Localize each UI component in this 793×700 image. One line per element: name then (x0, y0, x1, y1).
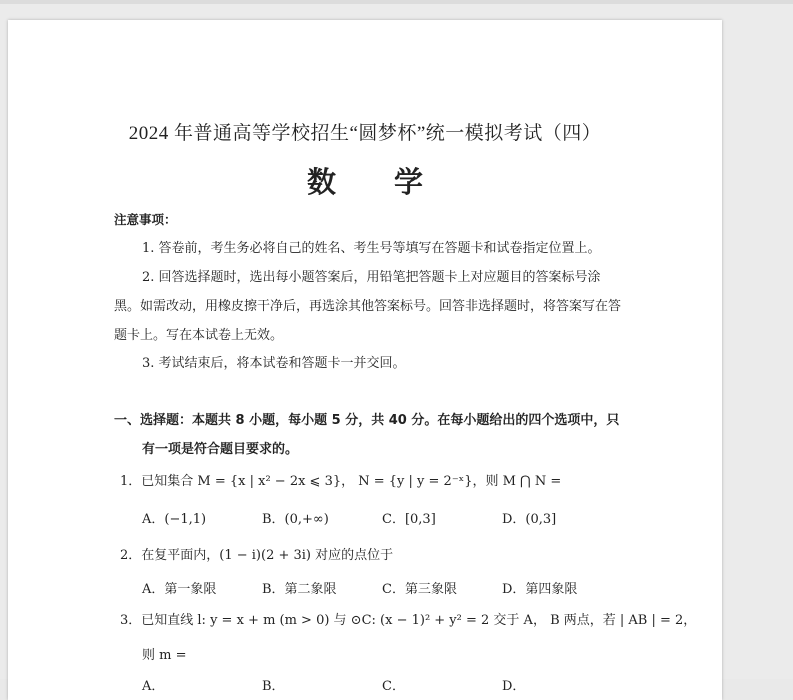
exam-title: 2024 年普通高等学校招生“圆梦杯”统一模拟考试（四） (128, 123, 602, 144)
option-d: D．第四象限 (502, 582, 578, 597)
option-c: C．[0,3] (382, 512, 436, 527)
section-heading (114, 406, 624, 464)
option-a: A．第一象限 (142, 582, 217, 597)
viewer-top-edge (0, 0, 793, 4)
option-a: A． (142, 679, 165, 694)
option-b: B．第二象限 (262, 582, 337, 597)
question-1-options (142, 508, 622, 527)
question-1-stem: 1．已知集合 M = {x | x² − 2x ⩽ 3}， N = {y | y = 2⁻ˣ}，则 M ⋂ N = (120, 474, 562, 489)
section-heading-line-2: 有一项是符合题目要求的。 (142, 442, 299, 457)
notice-item-1: 1. 答卷前，考生务必将自己的姓名、考生号等填写在答题卡和试卷指定位置上。 (142, 241, 601, 256)
option-d: D． (502, 679, 526, 694)
option-b: B．(0,+∞) (262, 512, 329, 527)
option-c: C．第三象限 (382, 582, 457, 597)
option-c: C． (382, 679, 405, 694)
question-3-stem-continued: 则 m = (142, 648, 187, 663)
notice-item-3: 3. 考试结束后，将本试卷和答题卡一并交回。 (142, 356, 406, 371)
option-d: D．(0,3] (502, 512, 557, 527)
document-page (8, 20, 722, 700)
question-3-options (142, 675, 622, 694)
option-a: A．(−1,1) (142, 512, 207, 527)
question-2-stem: 2．在复平面内，(1 − i)(2 + 3i) 对应的点位于 (120, 548, 394, 563)
subject-heading: 数 学 (306, 165, 448, 199)
notice-item-2: 2. 回答选择题时，选出每小题答案后，用铅笔把答题卡上对应题目的答案标号涂黑。如需改动，用橡皮擦干净后，再选涂其他答案标号。回答非选择题时，将答案写在答题卡上。写在本试卷上无效。 (114, 270, 622, 343)
notice-heading: 注意事项： (114, 212, 177, 227)
option-b: B． (262, 679, 285, 694)
section-heading-line-1: 一、选择题：本题共 8 小题，每小题 5 分，共 40 分。在每小题给出的四个选项中，只 (114, 413, 620, 428)
question-2-options (142, 578, 622, 597)
question-3-stem: 3．已知直线 l: y = x + m (m > 0) 与 ⊙C: (x − 1)² + y² = 2 交于 A， B 两点，若 | AB | = 2， (120, 613, 697, 628)
